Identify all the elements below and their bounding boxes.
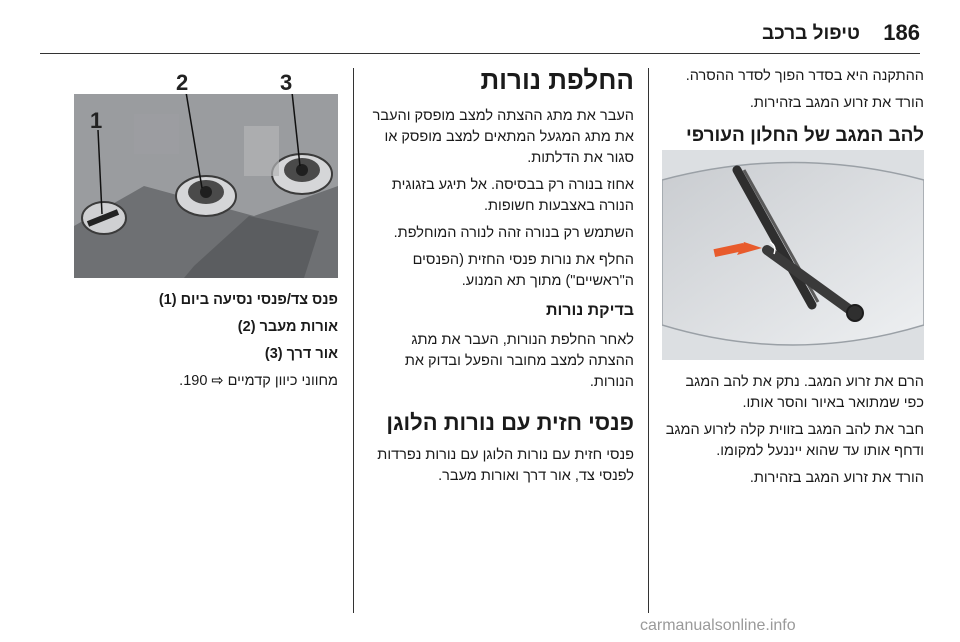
heading-rear-wiper: להב המגב של החלון העורפי	[686, 125, 924, 146]
bulb-para-4: החלף את נורות פנסי החזית (הפנסים ה"ראשיים") מתוך תא המנוע.	[412, 252, 634, 289]
page-number: 186	[883, 20, 920, 45]
column-right-lower	[662, 372, 924, 495]
rear-wiper-figure	[662, 150, 924, 360]
turn-signal-text: מחווני כיוון קדמיים	[227, 373, 338, 389]
column-divider-left	[353, 68, 354, 613]
header-rule	[40, 53, 920, 54]
bulb-check-para: לאחר החלפת הנורות, העבר את מתג ההצתה למצב מחובר והפעל ובדוק את הנורות.	[404, 332, 634, 390]
watermark: carmanualsonline.info	[640, 617, 796, 634]
list-item-high-beam: אור דרך (3)	[264, 346, 338, 362]
column-left-list	[74, 290, 338, 398]
running-title: טיפול ברכב	[762, 23, 860, 44]
section-title: החלפת נורות	[480, 65, 634, 95]
heading-halogen: פנסי חזית עם נורות הלוגן	[386, 410, 634, 435]
callout-3: 3	[280, 70, 293, 95]
page-header	[0, 0, 960, 56]
bulb-para-1: העבר את מתג ההצתה למצב מופסק והעבר את מתג המגעל המתאים למצב מופסק או סגור את הדלתות.	[372, 108, 634, 166]
list-item-turn-signals: מחווני כיוון קדמיים ⇨ 190.	[74, 371, 338, 392]
callout-2: 2	[176, 70, 189, 95]
rear-wiper-para-3: הורד את זרוע המגב בזהירות.	[749, 470, 924, 486]
heading-bulb-check: בדיקת נורות	[545, 302, 634, 319]
rear-wiper-para-2: חבר את להב המגב בזווית קלה לזרוע המגב ודחף אותו עד שהוא ייננעל למקומו.	[665, 422, 924, 459]
intro-text-2: הורד את זרוע המגב בזהירות.	[749, 95, 924, 111]
reference-arrow-icon: ⇨	[211, 373, 224, 389]
column-divider-right	[648, 68, 649, 613]
column-middle	[366, 64, 634, 493]
column-right	[662, 66, 924, 156]
callout-1: 1	[90, 108, 103, 133]
list-item-daytime-lights: פנס צד/פנסי נסיעה ביום (1)	[158, 292, 338, 308]
headlight-figure	[74, 66, 338, 278]
list-item-low-beam: אורות מעבר (2)	[237, 319, 338, 335]
bulb-para-2: אחוז בנורה רק בבסיסה. אל תיגע בזגוגית הנורה באצבעות חשופות.	[391, 177, 634, 214]
rear-wiper-para-1: הרם את זרוע המגב. נתק את להב המגב כפי שמתואר באיור והסר אותו.	[685, 374, 924, 411]
bulb-para-3: השתמש רק בנורה זהה לנורה המוחלפת.	[393, 225, 634, 241]
intro-text-1: ההתקנה היא בסדר הפוך לסדר ההסרה.	[685, 68, 924, 84]
turn-signal-page-ref[interactable]: 190	[183, 373, 208, 389]
halogen-para: פנסי חזית עם נורות הלוגן עם נורות נפרדות לפנסי צד, אור דרך ואורות מעבר.	[377, 447, 634, 484]
headlight-illustration	[74, 66, 338, 278]
rear-wiper-illustration	[662, 150, 924, 360]
